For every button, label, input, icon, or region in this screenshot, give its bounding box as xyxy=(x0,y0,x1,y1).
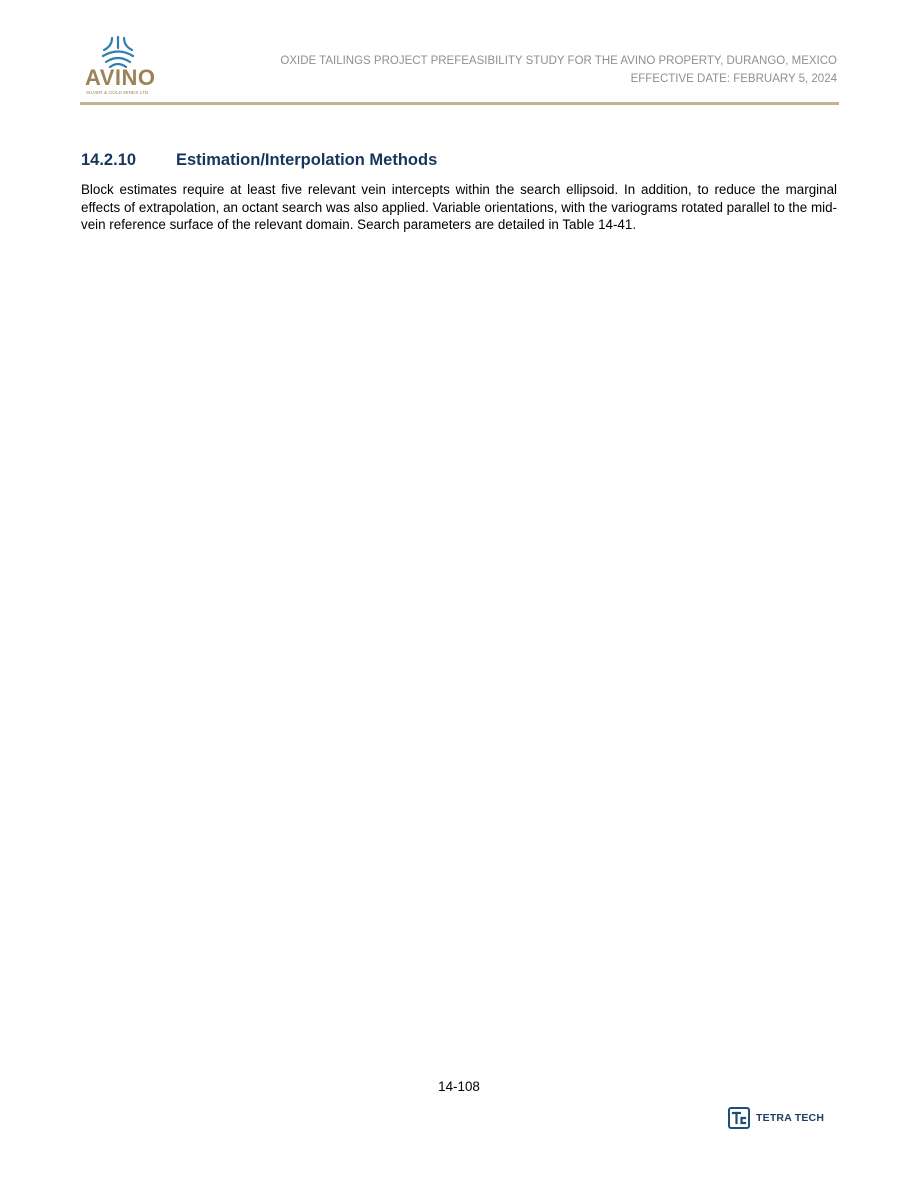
avino-mark-icon xyxy=(98,36,138,68)
page-number: 14-108 xyxy=(438,1079,480,1094)
body-paragraph: Block estimates require at least five relevant vein intercepts within the search ellipsoid. In addition, to reduce the marginal effects of extrapolation, an octant search was also applied. Variable orientations, with the variograms rotated parallel to the mid-vein reference surface of the relevant domain. Search parameters are detailed in Table 14-41. xyxy=(81,182,837,233)
section-title: Estimation/Interpolation Methods xyxy=(176,151,438,169)
tetra-tech-label: TETRA TECH xyxy=(756,1112,825,1124)
section-number: 14.2.10 xyxy=(81,151,137,169)
header-title: OXIDE TAILINGS PROJECT PREFEASIBILITY STUDY FOR THE AVINO PROPERTY, DURANGO, MEXICO xyxy=(280,55,837,67)
avino-wordmark: AVINO xyxy=(85,65,156,90)
avino-logo xyxy=(82,36,156,98)
running-header xyxy=(280,52,837,88)
section-heading xyxy=(81,151,437,170)
avino-tagline: SILVER & GOLD MINES LTD. xyxy=(86,90,150,95)
tetra-tech-logo xyxy=(728,1105,824,1131)
tetra-tech-tc-icon xyxy=(728,1107,750,1129)
header-divider xyxy=(80,102,839,105)
header-effective-date: EFFECTIVE DATE: FEBRUARY 5, 2024 xyxy=(630,73,837,85)
